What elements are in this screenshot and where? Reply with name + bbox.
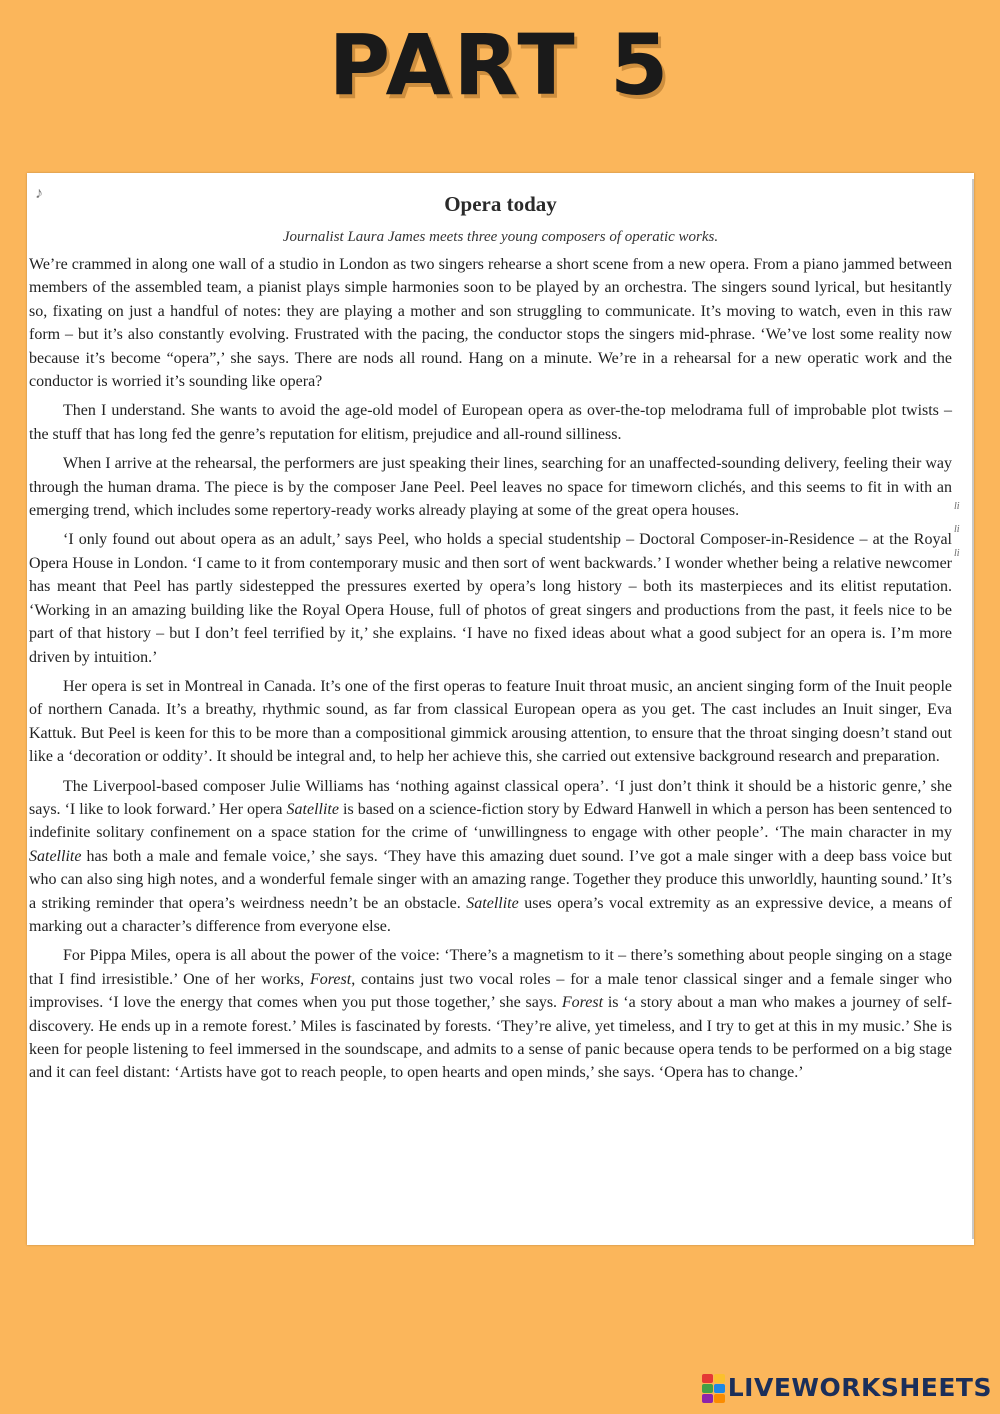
italic-title: Satellite — [286, 800, 339, 818]
logo-block — [714, 1374, 725, 1383]
logo-block — [714, 1384, 725, 1393]
liveworksheets-logo-icon — [702, 1374, 724, 1402]
logo-block — [714, 1394, 725, 1403]
text-run: For Pippa Miles, opera is all about the power of the voice: ‘There’s a magnetism to it – there’s something about people singing on a stage that I find irresistible.’ One of her works, — [29, 947, 952, 988]
paragraph-2 — [29, 399, 952, 446]
article-body — [27, 253, 974, 1085]
liveworksheets-logo[interactable] — [702, 1373, 992, 1402]
text-run: ‘I only found out about opera as an adult,’ says Peel, who holds a special studentship – Doctoral Composer-in-Residence – at the Royal Opera House in London. ‘I came to it from contemporary music and then sort of went backwards.’ I wonder whether being a relative newcomer has meant that Peel has partly sidestepped the pressures exerted by opera’s long history – both its masterpieces and its elitist reputation. ‘Working in an amazing building like the Royal Opera House, full of photos of great singers and productions from the past, it feels nice to be part of that history – but I don’t feel terrified by it,’ she explains. ‘I have no fixed ideas about what a good subject for an opera is. I’m more driven by intuition.’ — [29, 531, 952, 666]
article-subtitle: Journalist Laura James meets three young composers of operatic works. — [282, 229, 719, 245]
text-run: , contains just two vocal roles – for a male tenor classical singer and a female singer who improvises. ‘I love the energy that comes when you put those together,’ she says. — [29, 970, 953, 1012]
logo-block — [702, 1384, 713, 1393]
paragraph-4 — [29, 528, 952, 668]
logo-block — [702, 1394, 713, 1403]
text-run: is based on a science-fiction story by Edward Hanwell in which a person has been sentenced to indefinite solitary confinement on a space station for the crime of ‘unwillingness to engage with other people’. ‘The main character in my — [29, 800, 952, 842]
music-note-icon: ♪ — [35, 185, 43, 202]
italic-title: Forest — [310, 970, 352, 988]
article-scan — [27, 173, 974, 1245]
paragraph-1 — [29, 253, 952, 393]
part-heading: PART 5 — [328, 16, 672, 114]
logo-text: LIVEWORKSHEETS — [727, 1373, 992, 1402]
article-title: Opera today — [444, 192, 557, 216]
paragraph-5 — [29, 675, 952, 769]
italic-title: Forest — [561, 994, 604, 1012]
italic-title: Satellite — [29, 847, 82, 865]
paragraph-7 — [29, 944, 952, 1084]
margin-mark: li — [954, 524, 960, 536]
paragraph-6 — [29, 775, 952, 939]
text-run: The Liverpool-based composer Julie Williams has ‘nothing against classical opera’. ‘I just don’t think it should be a historic genre,’ she says. ‘I like to look forward.’ Her opera — [29, 777, 952, 818]
text-run: uses opera’s vocal extremity as an expressive device, a means of marking out a character’s difference from everyone else. — [29, 894, 953, 935]
text-run: When I arrive at the rehearsal, the performers are just speaking their lines, searching for an unaffected-sounding delivery, feeling their way through the human drama. The piece is by the composer Jane Peel. Peel leaves no space for timeworn clichés, and this seems to fit in with an emerging trend, which includes some repertory-ready works already playing at some of the great opera houses. — [29, 455, 952, 520]
paragraph-3 — [29, 452, 952, 522]
text-run: Then I understand. She wants to avoid the age-old model of European opera as over-the-top melodrama full of improbable plot twists – the stuff that has long fed the genre’s reputation for elitism, prejudice and all-round silliness. — [29, 402, 952, 443]
logo-block — [702, 1374, 713, 1383]
margin-mark: li — [954, 547, 960, 559]
text-run: We’re crammed in along one wall of a studio in London as two singers rehearse a short scene from a new opera. From a piano jammed between members of the assembled team, a pianist plays simple harmonies soon to be played by an orchestra. The singers sound lyrical, but hesitantly so, fixating on just a handful of notes: they are playing a mother and son struggling to communicate. It’s moving to watch, even in this raw form – but it’s also constantly evolving. Frustrated with the pacing, the conductor stops the singers mid-phrase. ‘We’ve lost some reality now because it’s become “opera”,’ she says. There are nods all round. Hang on a minute. We’re in a rehearsal for a new operatic work and the conductor is worried it’s sounding like opera? — [29, 256, 952, 391]
page-edge-shadow — [972, 179, 974, 1239]
margin-line-marks — [954, 495, 968, 565]
text-run: is ‘a story about a man who makes a journey of self-discovery. He ends up in a remote forest.’ Miles is fascinated by forests. ‘They’re alive, yet timeless, and I try to get at this in my music.’ She is keen for people listening to feel immersed in the soundscape, and admits to a sense of panic because opera tends to be performed on a big stage and it can feel distant: ‘Artists have got to reach people, to open hearts and open minds,’ she says. ‘Opera has to change.’ — [29, 994, 952, 1082]
italic-title: Satellite — [466, 894, 519, 912]
text-run: Her opera is set in Montreal in Canada. It’s one of the first operas to feature Inuit throat music, an ancient singing form of the Inuit people of northern Canada. It’s a breathy, rhythmic sound, as far from classical European opera as you get. The cast includes an Inuit singer, Eva Kattuk. But Peel is keen for this to be more than a compositional gimmick arousing attention, to ensure that the throat singing doesn’t stand out like a ‘decoration or oddity’. It should be integral and, to help her achieve this, she carried out extensive background research and preparation. — [29, 677, 952, 766]
margin-mark: li — [954, 501, 960, 512]
text-run: has both a male and female voice,’ she says. ‘They have this amazing duet sound. I’ve got a male singer with a deep bass voice but who can also sing high notes, and a wonderful female singer with an amazing range. Together they produce this unworldly, haunting sound.’ It’s a striking reminder that opera’s weirdness needn’t be an obstacle. — [29, 847, 952, 912]
